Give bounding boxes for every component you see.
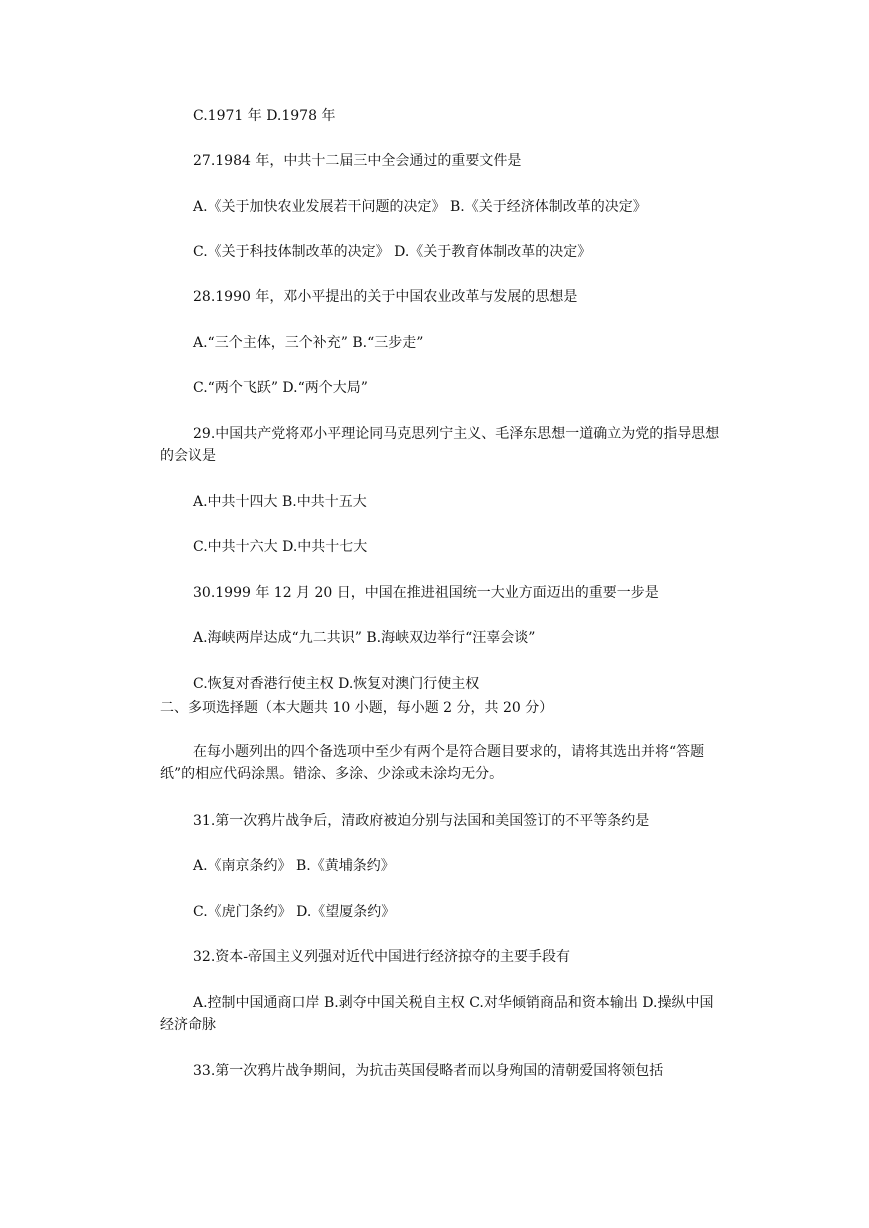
- q28-options-ab: A.“三个主体，三个补充” B.“三步走”: [193, 335, 424, 351]
- q27-options-cd: C.《关于科技体制改革的决定》 D.《关于教育体制改革的决定》: [193, 244, 592, 260]
- q29-question: 29.中国共产党将邓小平理论同马克思列宁主义、毛泽东思想一道确立为党的指导思想的会议是: [160, 426, 720, 464]
- q27-options-ab: A.《关于加快农业发展若干问题的决定》 B.《关于经济体制改革的决定》: [193, 199, 647, 215]
- q29-options-cd: C.中共十六大 D.中共十七大: [193, 539, 368, 555]
- q26-options-cd: C.1971 年 D.1978 年: [193, 108, 336, 124]
- q29-options-ab: A.中共十四大 B.中共十五大: [193, 494, 367, 510]
- q30-question: 30.1999 年 12 月 20 日，中国在推进祖国统一大业方面迈出的重要一步是: [193, 585, 659, 601]
- q31-question: 31.第一次鸦片战争后，清政府被迫分别与法国和美国签订的不平等条约是: [193, 813, 650, 829]
- q31-options-ab: A.《南京条约》 B.《黄埔条约》: [193, 858, 395, 874]
- q27-question: 27.1984 年，中共十二届三中全会通过的重要文件是: [193, 153, 522, 169]
- q30-options-cd: C.恢复对香港行使主权 D.恢复对澳门行使主权: [193, 676, 480, 692]
- q28-options-cd: C.“两个飞跃” D.“两个大局”: [193, 380, 368, 396]
- q32-question: 32.资本-帝国主义列强对近代中国进行经济掠夺的主要手段有: [193, 949, 570, 965]
- q31-options-cd: C.《虎门条约》 D.《望厦条约》: [193, 904, 396, 920]
- q30-options-ab: A.海峡两岸达成“九二共识” B.海峡双边举行“汪辜会谈”: [193, 630, 536, 646]
- q33-question: 33.第一次鸦片战争期间，为抗击英国侵略者而以身殉国的清朝爱国将领包括: [193, 1063, 664, 1079]
- section-heading-multiple-choice: 二、多项选择题（本大题共 10 小题，每小题 2 分，共 20 分）: [160, 700, 554, 716]
- section-instructions: 在每小题列出的四个备选项中至少有两个是符合题目要求的，请将其选出并将“答题纸”的相应代码涂黑。错涂、多涂、少涂或未涂均无分。: [160, 744, 705, 782]
- q28-question: 28.1990 年，邓小平提出的关于中国农业改革与发展的思想是: [193, 289, 578, 305]
- q32-options: A.控制中国通商口岸 B.剥夺中国关税自主权 C.对华倾销商品和资本输出 D.操纵中国经济命脉: [160, 995, 714, 1033]
